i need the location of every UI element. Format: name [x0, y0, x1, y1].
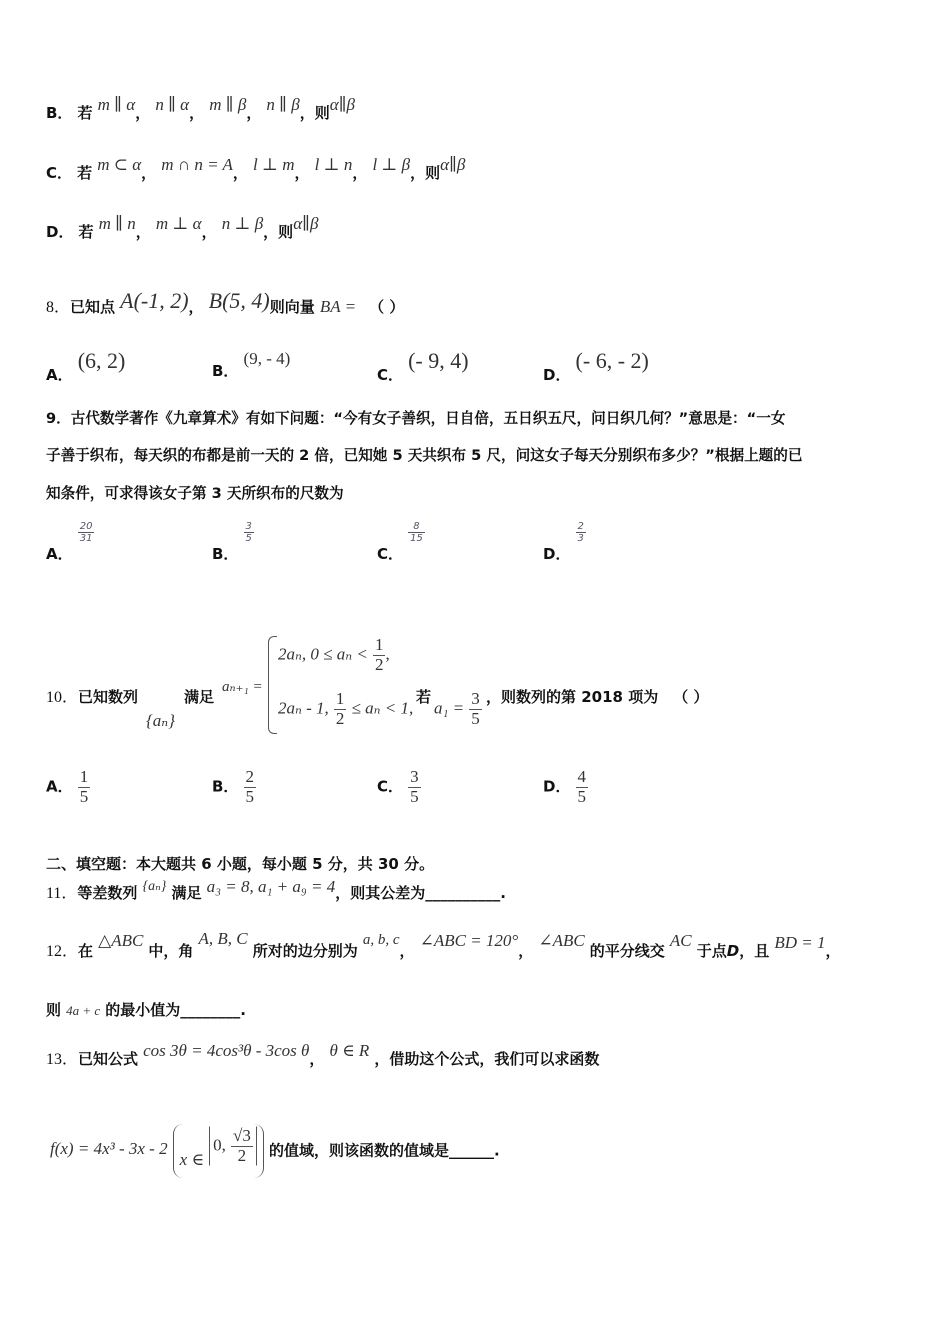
option-fraction	[576, 521, 586, 544]
stem-text: 已知数列	[78, 688, 139, 706]
cond-1: m ⊂ α	[97, 155, 142, 174]
option-label: A．	[46, 777, 73, 796]
case-1-fraction	[373, 636, 386, 674]
q10-ruo: 若	[416, 688, 432, 706]
domain-interval	[209, 1126, 257, 1166]
triangle: △ABC	[98, 931, 144, 950]
option-label: B．	[212, 545, 239, 563]
q10-option-c	[377, 768, 421, 806]
interval-start: 0,	[213, 1135, 226, 1155]
option-value: (- 9, 4)	[408, 348, 469, 373]
q9-option-b	[212, 521, 254, 563]
case-2-fraction	[334, 690, 347, 728]
option-fraction	[408, 521, 425, 544]
stem-text-6: ，且	[739, 942, 770, 960]
q10-a1	[434, 690, 482, 728]
option-label: B．	[212, 777, 239, 796]
numerator: 4	[577, 767, 587, 786]
q10-stem-2: 满足	[184, 688, 215, 706]
conclusion: α∥β	[293, 214, 319, 233]
denominator: 3	[577, 533, 584, 544]
stem-text-2: 满足	[171, 884, 202, 902]
q7-option-b: B． 若 m ∥ α， n ∥ α， m ∥ β， n ∥ β，则α∥β	[46, 95, 356, 122]
stem-text: 已知点	[70, 298, 116, 316]
cond-2: m ∩ n = A	[161, 155, 233, 174]
q12-line-1	[46, 929, 841, 961]
stem-text: 已知公式	[78, 1050, 139, 1068]
q10-case-1	[278, 636, 390, 674]
angles: A, B, C	[198, 929, 248, 948]
stem-text-3: 的值域，则该函数的值域是______.	[268, 1141, 500, 1160]
denominator: 5	[471, 708, 480, 728]
stem-text-2: ，借助这个公式，我们可以求函数	[374, 1050, 600, 1068]
q10-brace	[268, 636, 277, 734]
stem-text-2: 中，角	[148, 942, 194, 960]
comma: ，	[518, 942, 534, 960]
domain-x: x ∈	[179, 1149, 205, 1169]
option-label: C．	[377, 545, 404, 563]
sides: a, b, c	[362, 932, 400, 948]
stem-text-3: 所对的边分别为	[252, 942, 358, 960]
numerator: 2	[245, 767, 255, 786]
question-number: 12．	[46, 943, 79, 960]
option-fraction	[244, 521, 254, 544]
q7-option-c: C． 若 m ⊂ α， m ∩ n = A， l ⊥ m， l ⊥ n， l ⊥ β，则α∥β	[46, 155, 466, 182]
cond-3: l ⊥ m	[253, 155, 295, 174]
numerator: 8	[408, 521, 425, 533]
cond-2: n ∥ α	[155, 95, 190, 114]
question-number: 10．	[46, 689, 79, 706]
q9-line-1: 9．古代数学著作《九章算术》有如下问题：“今有女子善织，日自倍，五日织五尺，问日织几何？”意思是：“一女	[46, 410, 786, 427]
q10-case-2	[278, 690, 413, 728]
case-1-end: ,	[385, 644, 390, 664]
cond-2: m ⊥ α	[155, 214, 202, 233]
option-label: B．	[212, 362, 239, 380]
denominator: 5	[410, 786, 419, 806]
option-label: A．	[46, 366, 73, 384]
stem-text: 在	[78, 942, 94, 960]
option-label: D．	[46, 223, 74, 241]
denominator: 2	[374, 654, 384, 674]
option-label: D．	[543, 777, 571, 796]
condition: a₃ = 8, a₁ + a₉ = 4	[206, 877, 336, 896]
option-fraction	[78, 768, 91, 806]
comma: ，	[309, 1050, 325, 1068]
numerator: 1	[335, 689, 345, 708]
cond-1: m ∥ n	[98, 214, 136, 233]
option-label: C．	[46, 164, 73, 182]
option-value: (6, 2)	[77, 348, 126, 373]
option-fraction	[576, 768, 589, 806]
option-label: C．	[377, 777, 404, 796]
expression: 4a + c	[66, 1003, 101, 1018]
option-label: D．	[543, 366, 571, 384]
numerator: 20	[79, 521, 93, 532]
cond-4: n ∥ β	[266, 95, 300, 114]
angle-condition: ∠ABC = 120°	[419, 931, 519, 950]
option-label: C．	[377, 366, 404, 384]
denominator: 15	[410, 533, 423, 544]
numerator: 3	[410, 767, 419, 786]
question-number: 11．	[46, 885, 78, 902]
numerator: 2	[577, 521, 584, 532]
stem-text-2: 则向量	[269, 298, 315, 316]
stem-text-8: 的最小值为________.	[105, 1001, 246, 1019]
ze-text: ，则	[263, 223, 294, 241]
numerator: 1	[79, 767, 89, 786]
ruo-text: 若	[77, 164, 93, 182]
stem-text-7: 则	[46, 1001, 62, 1019]
q10-option-b	[212, 768, 256, 806]
q10-stem	[46, 684, 138, 707]
q12-line-2	[46, 999, 246, 1020]
denominator: 31	[79, 533, 93, 544]
case-2-expr-2: ≤ aₙ < 1,	[351, 698, 414, 718]
segment-ac: AC	[669, 931, 692, 950]
q10-stem-3	[486, 686, 709, 707]
angle-abc: ∠ABC	[538, 931, 585, 950]
q10-option-a	[46, 768, 90, 806]
cond-5: l ⊥ β	[372, 155, 411, 174]
cond-3: n ⊥ β	[221, 214, 264, 233]
stem-text-3: ，则其公差为__________.	[335, 884, 506, 902]
q7-option-d: D． 若 m ∥ n， m ⊥ α， n ⊥ β，则α∥β	[46, 214, 319, 241]
option-label: A．	[46, 545, 73, 563]
cond-4: l ⊥ n	[314, 155, 353, 174]
function-expr: f(x) = 4x³ - 3x - 2	[50, 1138, 168, 1158]
option-fraction	[244, 768, 257, 806]
stem-text-4: 的平分线交	[589, 942, 665, 960]
conclusion: α∥β	[329, 95, 356, 114]
option-value: (9, - 4)	[243, 349, 291, 368]
theta-condition: θ ∈ R	[329, 1041, 370, 1060]
numerator: 1	[374, 635, 384, 654]
answer-paren: （ ）	[673, 688, 709, 706]
q8-option-a	[46, 348, 126, 384]
option-label: B．	[46, 104, 73, 122]
vector-ba: BA =	[319, 297, 357, 316]
q9-line-2: 子善于织布，每天织的布都是前一天的 2 倍，已知她 5 天共织布 5 尺，问这女子每天分别织布多少？”根据上题的已	[46, 447, 803, 464]
option-fraction	[408, 768, 421, 806]
q13-function	[50, 1124, 500, 1178]
question-number: 8．	[46, 299, 71, 316]
numerator: 3	[245, 521, 252, 532]
q9-option-d	[543, 521, 586, 563]
ze-text: ，则	[410, 164, 441, 182]
stem-text: 等差数列	[77, 884, 138, 902]
point-b: B(5, 4)	[208, 288, 270, 313]
answer-paren: （ ）	[369, 298, 405, 316]
comma: ，	[399, 942, 415, 960]
denominator: 5	[577, 786, 587, 806]
numerator: √3	[233, 1126, 251, 1145]
q11	[46, 877, 506, 903]
option-fraction	[78, 521, 95, 544]
bd-condition: BD = 1	[774, 933, 826, 952]
point-d: D	[726, 942, 740, 960]
q8-option-d	[543, 348, 649, 384]
ruo-text: 若	[77, 104, 93, 122]
q10-lhs: aₙ₊₁ =	[222, 679, 263, 695]
stem-text-5: 于点	[696, 942, 727, 960]
denominator: 2	[335, 708, 345, 728]
case-2-expr: 2aₙ - 1,	[278, 698, 329, 718]
comma: ，	[825, 942, 841, 960]
denominator: 5	[79, 786, 89, 806]
a1-fraction	[469, 690, 482, 728]
q8-option-b	[212, 348, 291, 380]
q13-line-1	[46, 1041, 600, 1069]
denominator: 5	[245, 786, 255, 806]
numerator: 3	[471, 689, 480, 708]
option-value: (- 6, - 2)	[575, 348, 649, 373]
case-1-expr: 2aₙ, 0 ≤ aₙ <	[278, 644, 368, 664]
q10-sequence: {aₙ}	[146, 711, 175, 730]
q10-option-d	[543, 768, 588, 806]
q9-option-a	[46, 521, 94, 563]
domain-group	[173, 1124, 264, 1178]
conclusion: α∥β	[440, 155, 466, 174]
stem-text-3: ，则数列的第 2018 项为	[486, 688, 659, 706]
cond-1: m ∥ α	[97, 95, 136, 114]
section-heading: 二、填空题：本大题共 6 小题，每小题 5 分，共 30 分。	[46, 855, 435, 873]
ruo-text: 若	[78, 223, 94, 241]
q8-stem: 8．已知点 A(-1, 2)， B(5, 4)则向量 BA = （ ）	[46, 288, 405, 316]
option-label: D．	[543, 545, 571, 563]
sequence: {aₙ}	[142, 879, 167, 894]
triple-angle-formula: cos 3θ = 4cos³θ - 3cos θ	[143, 1041, 310, 1060]
denominator: 2	[237, 1145, 247, 1165]
q9-option-c	[377, 521, 425, 563]
cond-3: m ∥ β	[209, 95, 247, 114]
question-number: 13．	[46, 1051, 79, 1068]
interval-end-fraction	[231, 1127, 253, 1165]
denominator: 5	[245, 533, 252, 544]
point-a: A(-1, 2)	[120, 288, 189, 313]
ze-text: ，则	[299, 104, 330, 122]
a1-lhs: a₁ =	[434, 698, 465, 718]
q9-line-3: 知条件，可求得该女子第 3 天所织布的尺数为	[46, 485, 344, 502]
q8-option-c	[377, 348, 469, 384]
